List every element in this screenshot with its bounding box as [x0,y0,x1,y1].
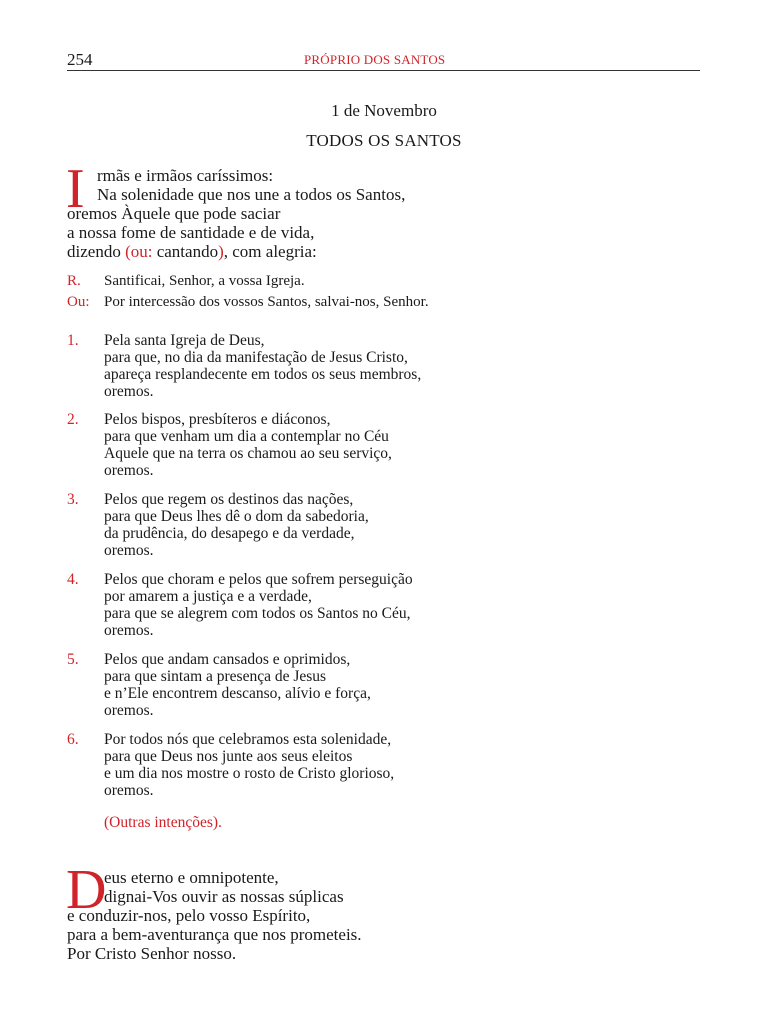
petition-line: Pela santa Igreja de Deus, [104,332,265,349]
intro-drop-cap: I [66,158,85,220]
response-text: Santificai, Senhor, a vossa Igreja. [104,273,305,289]
petition-number: 2. [67,411,79,428]
petition-line: para que venham um dia a contemplar no Céu [104,428,389,445]
petition-line: Pelos que choram e pelos que sofrem perseguição [104,571,413,588]
conclusion-line: e conduzir-nos, pelo vosso Espírito, [67,906,311,925]
petition-line: apareça resplandecente em todos os seus membros, [104,366,422,383]
petition-line: Pelos que andam cansados e oprimidos, [104,651,351,668]
feast-title: TODOS OS SANTOS [306,131,462,150]
petition-line: oremos. [104,383,154,400]
petition-line: para que sintam a presença de Jesus [104,668,327,685]
petition-line: Aquele que na terra os chamou ao seu serviço, [104,445,392,462]
petition-number: 3. [67,491,79,508]
intro-text: , com alegria: [223,242,317,261]
petition-line: Pelos bispos, presbíteros e diáconos, [104,411,331,428]
intro-line: a nossa fome de santidade e de vida, [67,223,315,242]
petition-number: 5. [67,651,79,668]
response-label: R. [67,273,81,289]
conclusion-line: dignai-Vos ouvir as nossas súplicas [104,887,344,906]
conclusion-line: para a bem-aventurança que nos prometeis. [67,925,362,944]
petition-line: Por todos nós que celebramos esta solenidade, [104,731,392,748]
petition-line: oremos. [104,462,154,479]
petition-line: e n’Ele encontrem descanso, alívio e força, [104,685,371,702]
petition-line: para que Deus nos junte aos seus eleitos [104,748,353,765]
petition-line: oremos. [104,542,154,559]
conclusion-drop-cap: D [66,859,107,921]
petition-line: para que Deus lhes dê o dom da sabedoria, [104,508,369,525]
petition-number: 1. [67,332,79,349]
petition-line: da prudência, do desapego e da verdade, [104,525,355,542]
page-number: 254 [67,50,93,69]
conclusion-line: Por Cristo Senhor nosso. [67,944,237,963]
petition-line: por amarem a justiça e a verdade, [104,588,312,605]
conclusion-line: eus eterno e omnipotente, [104,868,279,887]
petition-line: oremos. [104,782,154,799]
petition-line: para que se alegrem com todos os Santos no Céu, [104,605,411,622]
petition-line: oremos. [104,622,154,639]
intro-line: oremos Àquele que pode saciar [67,204,281,223]
other-intentions-rubric: (Outras intenções). [104,814,222,831]
intro-line: rmãs e irmãos caríssimos: [97,166,274,185]
response-label: Ou: [67,294,90,310]
intro-line [67,242,317,261]
petition-number: 6. [67,731,79,748]
running-title: PRÓPRIO DOS SANTOS [304,52,446,67]
response-text: Por intercessão dos vossos Santos, salvai-nos, Senhor. [104,294,429,310]
rubric-text: (ou: [125,242,153,261]
intro-line: Na solenidade que nos une a todos os Santos, [97,185,406,204]
petition-line: e um dia nos mostre o rosto de Cristo glorioso, [104,765,395,782]
petition-line: para que, no dia da manifestação de Jesus Cristo, [104,349,408,366]
header-rule [67,70,700,71]
petition-line: oremos. [104,702,154,719]
feast-date: 1 de Novembro [331,101,437,120]
intro-text: cantando [152,242,219,261]
rubric-text: ) [218,242,224,261]
petition-number: 4. [67,571,79,588]
intro-text: dizendo [67,242,126,261]
petition-line: Pelos que regem os destinos das nações, [104,491,354,508]
